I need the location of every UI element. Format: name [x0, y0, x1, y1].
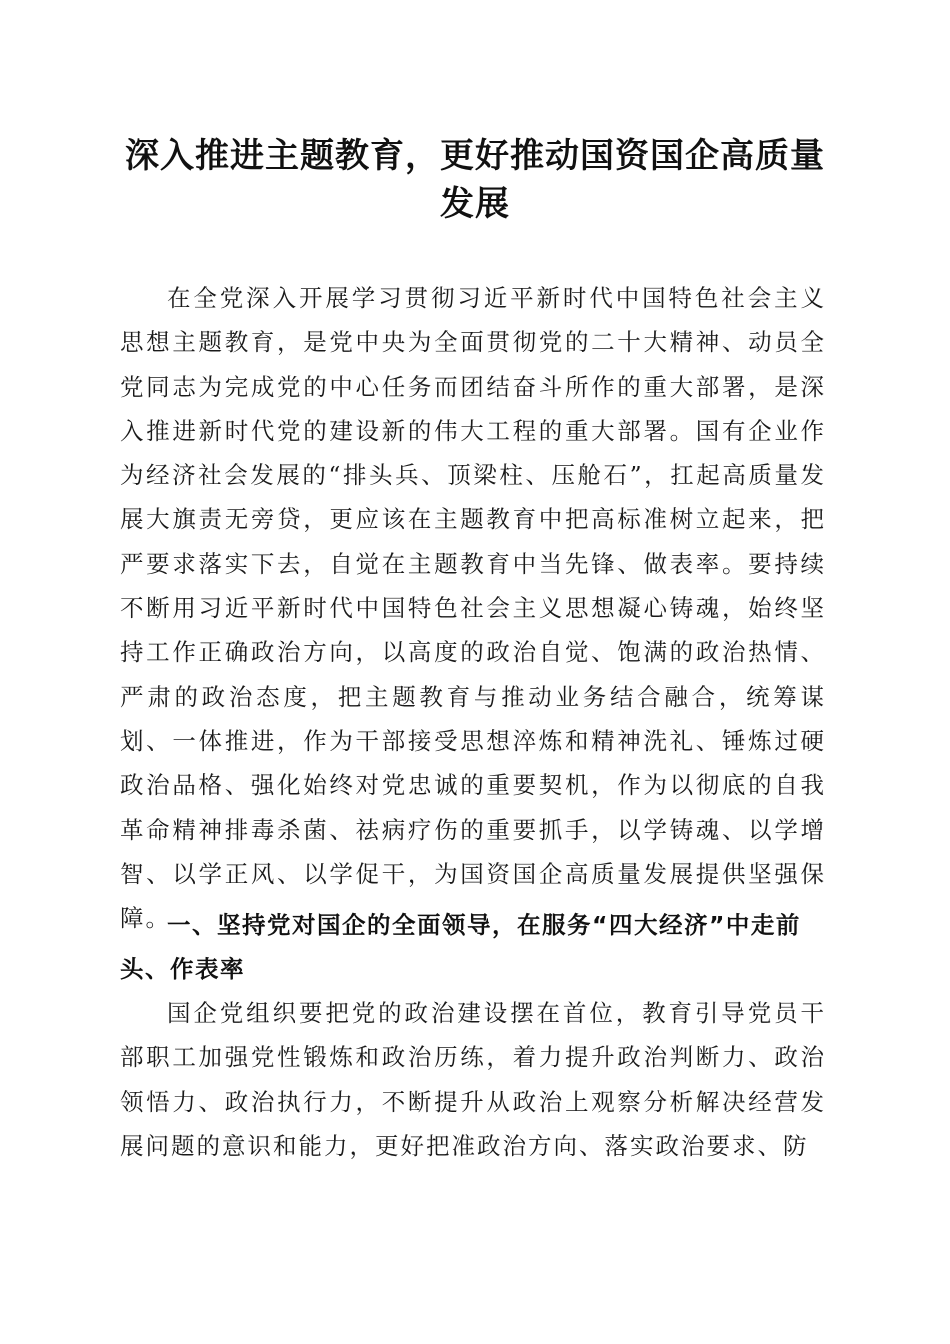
document-title: 深入推进主题教育，更好推动国资国企高质量发展: [125, 136, 825, 224]
section-heading: 一、坚持党对国企的全面领导，在服务“四大经济”中走前头、作表率: [120, 911, 801, 984]
section-paragraph: 国企党组织要把党的政治建设摆在首位，教育引导党员干部职工加强党性锻炼和政治历练，着力提升政治判断力、政治领悟力、政治执行力，不断提升从政治上观察分析解决经营发展问题的意识和能力，更好把准政治方向、落实政治要求、防: [120, 999, 826, 1160]
intro-paragraph: 在全党深入开展学习贯彻习近平新时代中国特色社会主义思想主题教育，是党中央为全面贯彻党的二十大精神、动员全党同志为完成党的中心任务而团结奋斗所作的重大部署，是深入推进新时代党的建设新的伟大工程的重大部署。国有企业作为经济社会发展的“排头兵、顶梁柱、压舱石”，扛起高质量发展大旗责无旁贷，更应该在主题教育中把高标准树立起来，把严要求落实下去，自觉在主题教育中当先锋、做表率。要持续不断用习近平新时代中国特色社会主义思想凝心铸魂，始终坚持工作正确政治方向，以高度的政治自觉、饱满的政治热情、严肃的政治态度，把主题教育与推动业务结合融合，统筹谋划、一体推进，作为干部接受思想淬炼和精神洗礼、锤炼过硬政治品格、强化始终对党忠诚的重要契机，作为以彻底的自我革命精神排毒杀菌、祛病疗伤的重要抓手，以学铸魂、以学增智、以学正风、以学促干，为国资国企高质量发展提供坚强保障。: [120, 284, 826, 933]
